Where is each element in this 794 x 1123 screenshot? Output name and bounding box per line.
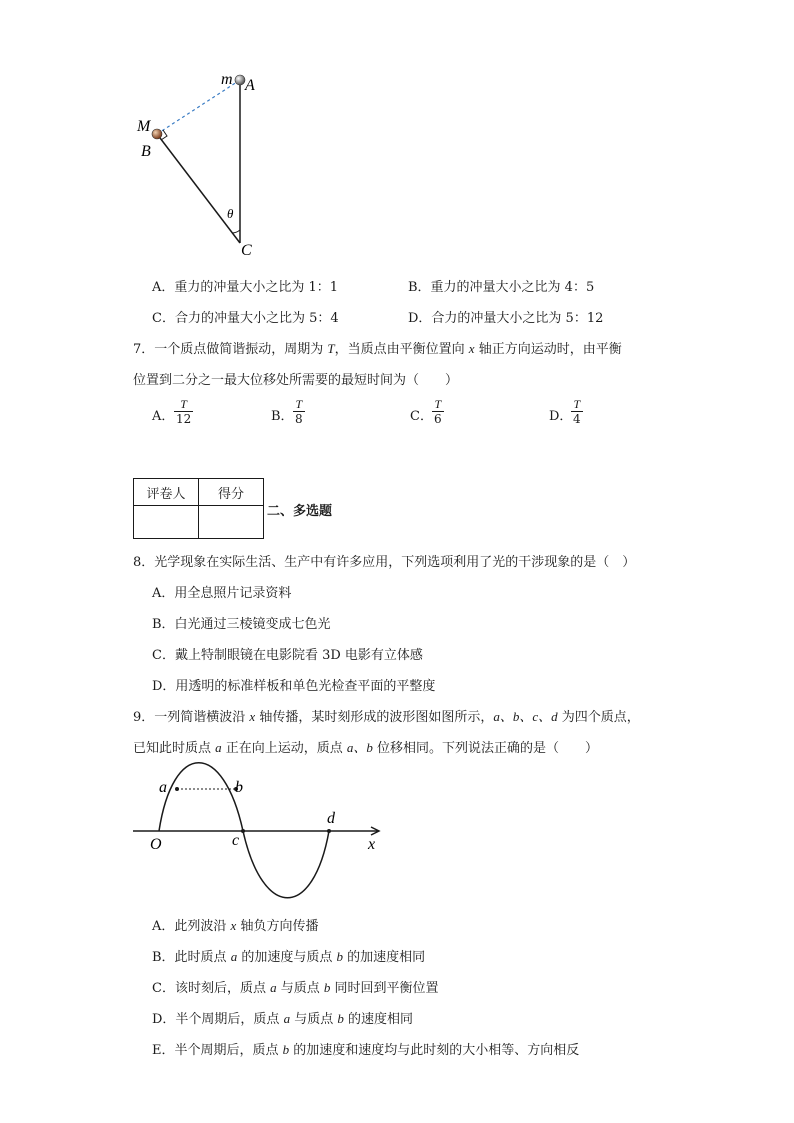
q9-option-b: B．此时质点 a 的加速度与质点 b 的加速度相同 (152, 949, 426, 965)
dashed-line-MA (157, 80, 240, 134)
label-a: a (159, 779, 167, 796)
q7-option-b-label: B． (271, 409, 294, 424)
q6-option-a: A．重力的冲量大小之比为 1：1 (152, 280, 339, 295)
point-a (175, 787, 179, 791)
q7-stem-line2: 位置到二分之一最大位移处所需要的最短时间为（ ） (133, 373, 459, 388)
q8-option-d: D．用透明的标准样板和单色光检查平面的平整度 (152, 679, 436, 694)
point-c (241, 829, 245, 833)
label-x: x (368, 836, 376, 853)
point-d (327, 829, 331, 833)
q7-option-c-fraction: $\frac{T}{6}$ (434, 397, 442, 426)
label-O: O (150, 836, 162, 853)
q9-option-e: E．半个周期后，质点 b 的加速度和速度均与此时刻的大小相等、方向相反 (152, 1042, 580, 1058)
label-m: m (221, 71, 233, 88)
q8-stem: 8．光学现象在实际生活、生产中有许多应用，下列选项利用了光的干涉现象的是（ ） (133, 555, 636, 570)
q7-option-d-label: D． (549, 409, 573, 424)
q6-option-b: B．重力的冲量大小之比为 4：5 (408, 280, 595, 295)
incline-figure (130, 60, 270, 265)
q8-option-b: B．白光通过三棱镜变成七色光 (152, 617, 331, 632)
q7-option-a-label: A． (152, 409, 175, 424)
score-table (133, 478, 264, 539)
q7-option-d-fraction: $\frac{T}{4}$ (573, 397, 581, 426)
label-C: C (241, 242, 252, 259)
q6-option-d: D．合力的冲量大小之比为 5：12 (408, 311, 604, 326)
score-table-score-cell[interactable] (199, 506, 264, 539)
q8-option-a: A．用全息照片记录资料 (152, 586, 292, 601)
section-heading: 二、多选题 (267, 504, 333, 519)
score-table-header-score: 得分 (199, 479, 264, 506)
q9-option-d: D．半个周期后，质点 a 与质点 b 的速度相同 (152, 1011, 413, 1027)
q7-option-b-fraction: $\frac{T}{8}$ (295, 397, 303, 426)
label-c: c (232, 832, 240, 849)
score-table-header-grader: 评卷人 (134, 479, 199, 506)
q6-option-c: C．合力的冲量大小之比为 5：4 (152, 311, 339, 326)
q7-stem-line1: 7．一个质点做简谐振动，周期为 T，当质点由平衡位置向 x 轴正方向运动时，由平衡 (133, 341, 622, 357)
theta-arc (232, 230, 240, 233)
q8-option-c: C．戴上特制眼镜在电影院看 3D 电影有立体感 (152, 648, 423, 663)
ball-m (235, 75, 245, 85)
label-b: b (235, 779, 243, 796)
q9-option-a: A．此列波沿 x 轴负方向传播 (152, 918, 319, 934)
label-A: A (245, 77, 255, 94)
label-B: B (141, 143, 151, 160)
q9-stem-line2: 已知此时质点 a 正在向上运动，质点 a、b 位移相同。下列说法正确的是（ ） (133, 740, 599, 756)
label-M: M (137, 118, 151, 135)
score-table-grader-cell[interactable] (134, 506, 199, 539)
q9-option-c: C．该时刻后，质点 a 与质点 b 同时回到平衡位置 (152, 980, 439, 996)
wave-figure (128, 760, 388, 910)
q9-stem-line1: 9．一列简谐横波沿 x 轴传播，某时刻形成的波形图如图所示，a、b、c、d 为四个质点， (133, 709, 640, 725)
label-theta: θ (227, 206, 234, 221)
q7-option-c-label: C． (410, 409, 433, 424)
label-d: d (327, 810, 335, 827)
ball-M (152, 129, 162, 139)
incline-line-BC (157, 134, 240, 243)
q7-option-a-fraction: $\frac{T}{12}$ (176, 397, 192, 426)
